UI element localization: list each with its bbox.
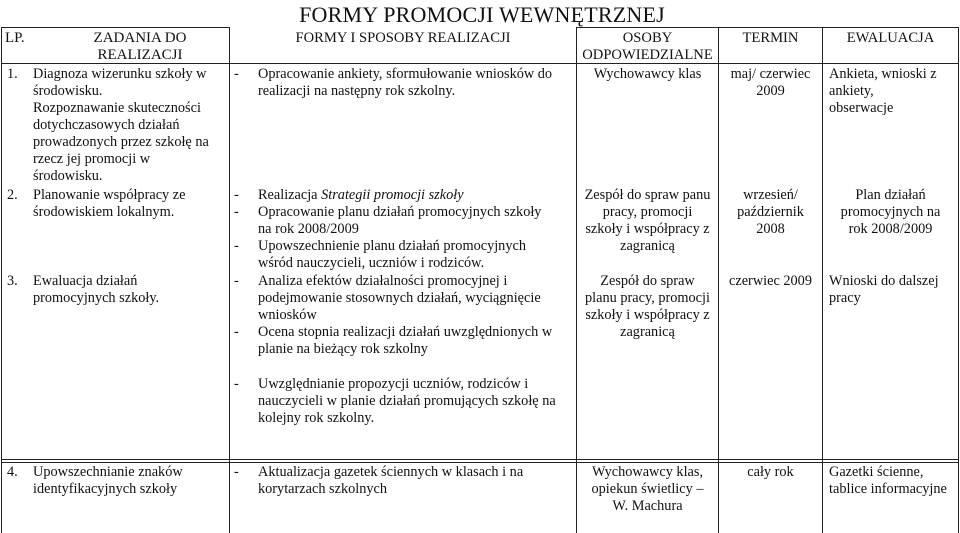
task-number: 1. — [7, 66, 18, 82]
form-item-text: nauczycieli w planie działań promujących szkołę na — [258, 393, 556, 409]
osoby-text: zagranicą — [620, 238, 675, 254]
header-formy: FORMY I SPOSOBY REALIZACJI — [295, 30, 511, 46]
task-text: prowadzonych przez szkołę na — [33, 134, 209, 150]
header-zadania — [52, 30, 228, 64]
osoby-row-4 — [577, 464, 718, 515]
osoby-text: opiekun świetlicy – — [591, 481, 704, 497]
osoby-text: Zespół do spraw panu — [584, 187, 711, 203]
form-item-text: podejmowanie stosownych działań, wyciągnięcie — [258, 290, 541, 306]
task-text: środowisku. — [33, 83, 103, 99]
ewaluacja-row-3 — [829, 273, 957, 307]
form-item-text: - Opracowanie ankiety, sformułowanie wniosków do — [258, 66, 553, 82]
form-item-text: planie na bieżący rok szkolny — [258, 341, 428, 357]
termin-text: cały rok — [747, 464, 794, 480]
ewaluacja-row-4 — [829, 464, 957, 498]
column-divider-4 — [822, 27, 823, 461]
form-item — [234, 376, 574, 427]
table-border-right — [958, 27, 959, 461]
ewaluacja-text: ankiety, — [829, 83, 874, 99]
header-zadania-line1: ZADANIA DO — [93, 30, 187, 46]
form-item-prefix: Realizacja — [258, 187, 322, 203]
ewaluacja-text: Gazetki ścienne, — [829, 464, 924, 480]
form-item-text: korytarzach szkolnych — [258, 481, 388, 497]
header-osoby-line1: OSOBY — [622, 30, 673, 46]
header-top-border — [1, 27, 229, 28]
task-3 — [7, 273, 229, 307]
form-item — [234, 66, 574, 100]
form-item-text: - Uwzględnianie propozycji uczniów, rodziców i — [258, 376, 529, 392]
termin-text: październik — [737, 204, 804, 220]
column-divider-1-lower — [229, 461, 230, 533]
form-item-text: - Aktualizacja gazetek ściennych w klasach i na — [258, 464, 524, 480]
task-number: 4. — [7, 464, 18, 480]
termin-text: czerwiec 2009 — [729, 273, 812, 289]
form-item — [234, 273, 574, 324]
osoby-row-2 — [577, 187, 718, 255]
ewaluacja-text: Plan działań — [855, 187, 926, 203]
task-4 — [7, 464, 229, 498]
header-lp: LP. — [5, 30, 25, 46]
form-item-text: - Upowszechnienie planu działań promocyjnych — [258, 238, 526, 254]
header-osoby-line2: ODPOWIEDZIALNE — [582, 47, 713, 63]
osoby-text: planu pracy, promocji — [585, 290, 710, 306]
task-text: Diagnoza wizerunku szkoły w — [33, 66, 207, 82]
task-text: identyfikacyjnych szkoły — [33, 481, 178, 497]
column-divider-1 — [229, 27, 230, 461]
ewaluacja-text: pracy — [829, 290, 861, 306]
table-border-right-lower — [958, 461, 959, 533]
task-text: promocyjnych szkoły. — [33, 290, 160, 306]
form-item — [234, 238, 574, 272]
termin-row-3 — [719, 273, 822, 290]
forms-group-4 — [234, 376, 574, 427]
form-item-text: na rok 2008/2009 — [258, 221, 359, 237]
osoby-text: pracy, promocji — [602, 204, 693, 220]
ewaluacja-text: obserwacje — [829, 100, 894, 116]
task-text: Planowanie współpracy ze — [33, 187, 186, 203]
form-item — [234, 324, 574, 358]
osoby-text: Zespół do spraw — [600, 273, 695, 289]
osoby-row-1 — [577, 66, 718, 83]
header-top-border-right — [576, 27, 959, 28]
termin-text: maj/ czerwiec — [730, 66, 811, 82]
form-item-text: - Opracowanie planu działań promocyjnych szkoły — [258, 204, 542, 220]
form-item-text: - Analiza efektów działalności promocyjnej i — [258, 273, 508, 289]
task-number: 3. — [7, 273, 18, 289]
ewaluacja-text: rok 2008/2009 — [848, 221, 933, 237]
forms-group-2 — [234, 187, 574, 272]
osoby-text: szkoły i współpracy z — [585, 307, 710, 323]
termin-text: 2008 — [756, 221, 785, 237]
task-1 — [7, 66, 229, 100]
task-2 — [7, 187, 229, 221]
form-item — [234, 187, 574, 204]
osoby-text: Wychowawcy klas — [593, 66, 702, 82]
termin-text: 2009 — [756, 83, 785, 99]
osoby-text: zagranicą — [620, 324, 675, 340]
column-divider-4-lower — [822, 461, 823, 533]
table-row-divider — [1, 459, 959, 460]
form-item — [234, 464, 574, 498]
osoby-text: szkoły i współpracy z — [585, 221, 710, 237]
header-termin: TERMIN — [742, 30, 799, 46]
ewaluacja-text: tablice informacyjne — [829, 481, 947, 497]
forms-group-1 — [234, 66, 574, 100]
osoby-text: W. Machura — [612, 498, 683, 514]
termin-row-2 — [719, 187, 822, 238]
osoby-text: Wychowawcy klas, — [591, 464, 704, 480]
task-number: 2. — [7, 187, 18, 203]
form-item-text: realizacji na następny rok szkolny. — [258, 83, 456, 99]
task-1-sub — [33, 100, 229, 185]
table-row-divider-double — [1, 462, 959, 463]
form-item-text — [258, 187, 574, 204]
form-item — [234, 204, 574, 238]
form-item-text: - Ocena stopnia realizacji działań uwzględnionych w — [258, 324, 553, 340]
table-border-left — [1, 27, 2, 461]
task-text: dotychczasowych działań — [33, 117, 180, 133]
ewaluacja-row-1 — [829, 66, 957, 117]
forms-group-5 — [234, 464, 574, 498]
ewaluacja-text: Wnioski do dalszej — [829, 273, 939, 289]
ewaluacja-text: promocyjnych na — [840, 204, 941, 220]
task-text: Ewaluacja działań — [33, 273, 138, 289]
termin-text: wrzesień/ — [743, 187, 798, 203]
ewaluacja-row-2 — [823, 187, 958, 238]
task-text: Upowszechnianie znaków — [33, 464, 183, 480]
header-zadania-line2: REALIZACJI — [97, 47, 183, 63]
form-item-text: wniosków — [258, 307, 317, 323]
task-text: środowiskiem lokalnym. — [33, 204, 175, 220]
termin-row-4 — [719, 464, 822, 481]
osoby-row-3 — [577, 273, 718, 341]
forms-group-3 — [234, 273, 574, 358]
form-item-text: wśród nauczycieli, uczniów i rodziców. — [258, 255, 485, 271]
form-item-text: kolejny rok szkolny. — [258, 410, 375, 426]
ewaluacja-text: Ankieta, wnioski z — [829, 66, 937, 82]
form-item-italic-title: Strategii promocji szkoły — [321, 187, 464, 203]
page-title: FORMY PROMOCJI WEWNĘTRZNEJ — [299, 2, 665, 27]
header-osoby — [577, 30, 718, 64]
task-text: środowisku. — [33, 168, 103, 184]
task-text: rzecz jej promocji w — [33, 151, 151, 167]
task-text: Rozpoznawanie skuteczności — [33, 100, 201, 116]
table-border-left-lower — [1, 461, 2, 533]
termin-row-1 — [719, 66, 822, 100]
header-ewaluacja: EWALUACJA — [846, 30, 935, 46]
